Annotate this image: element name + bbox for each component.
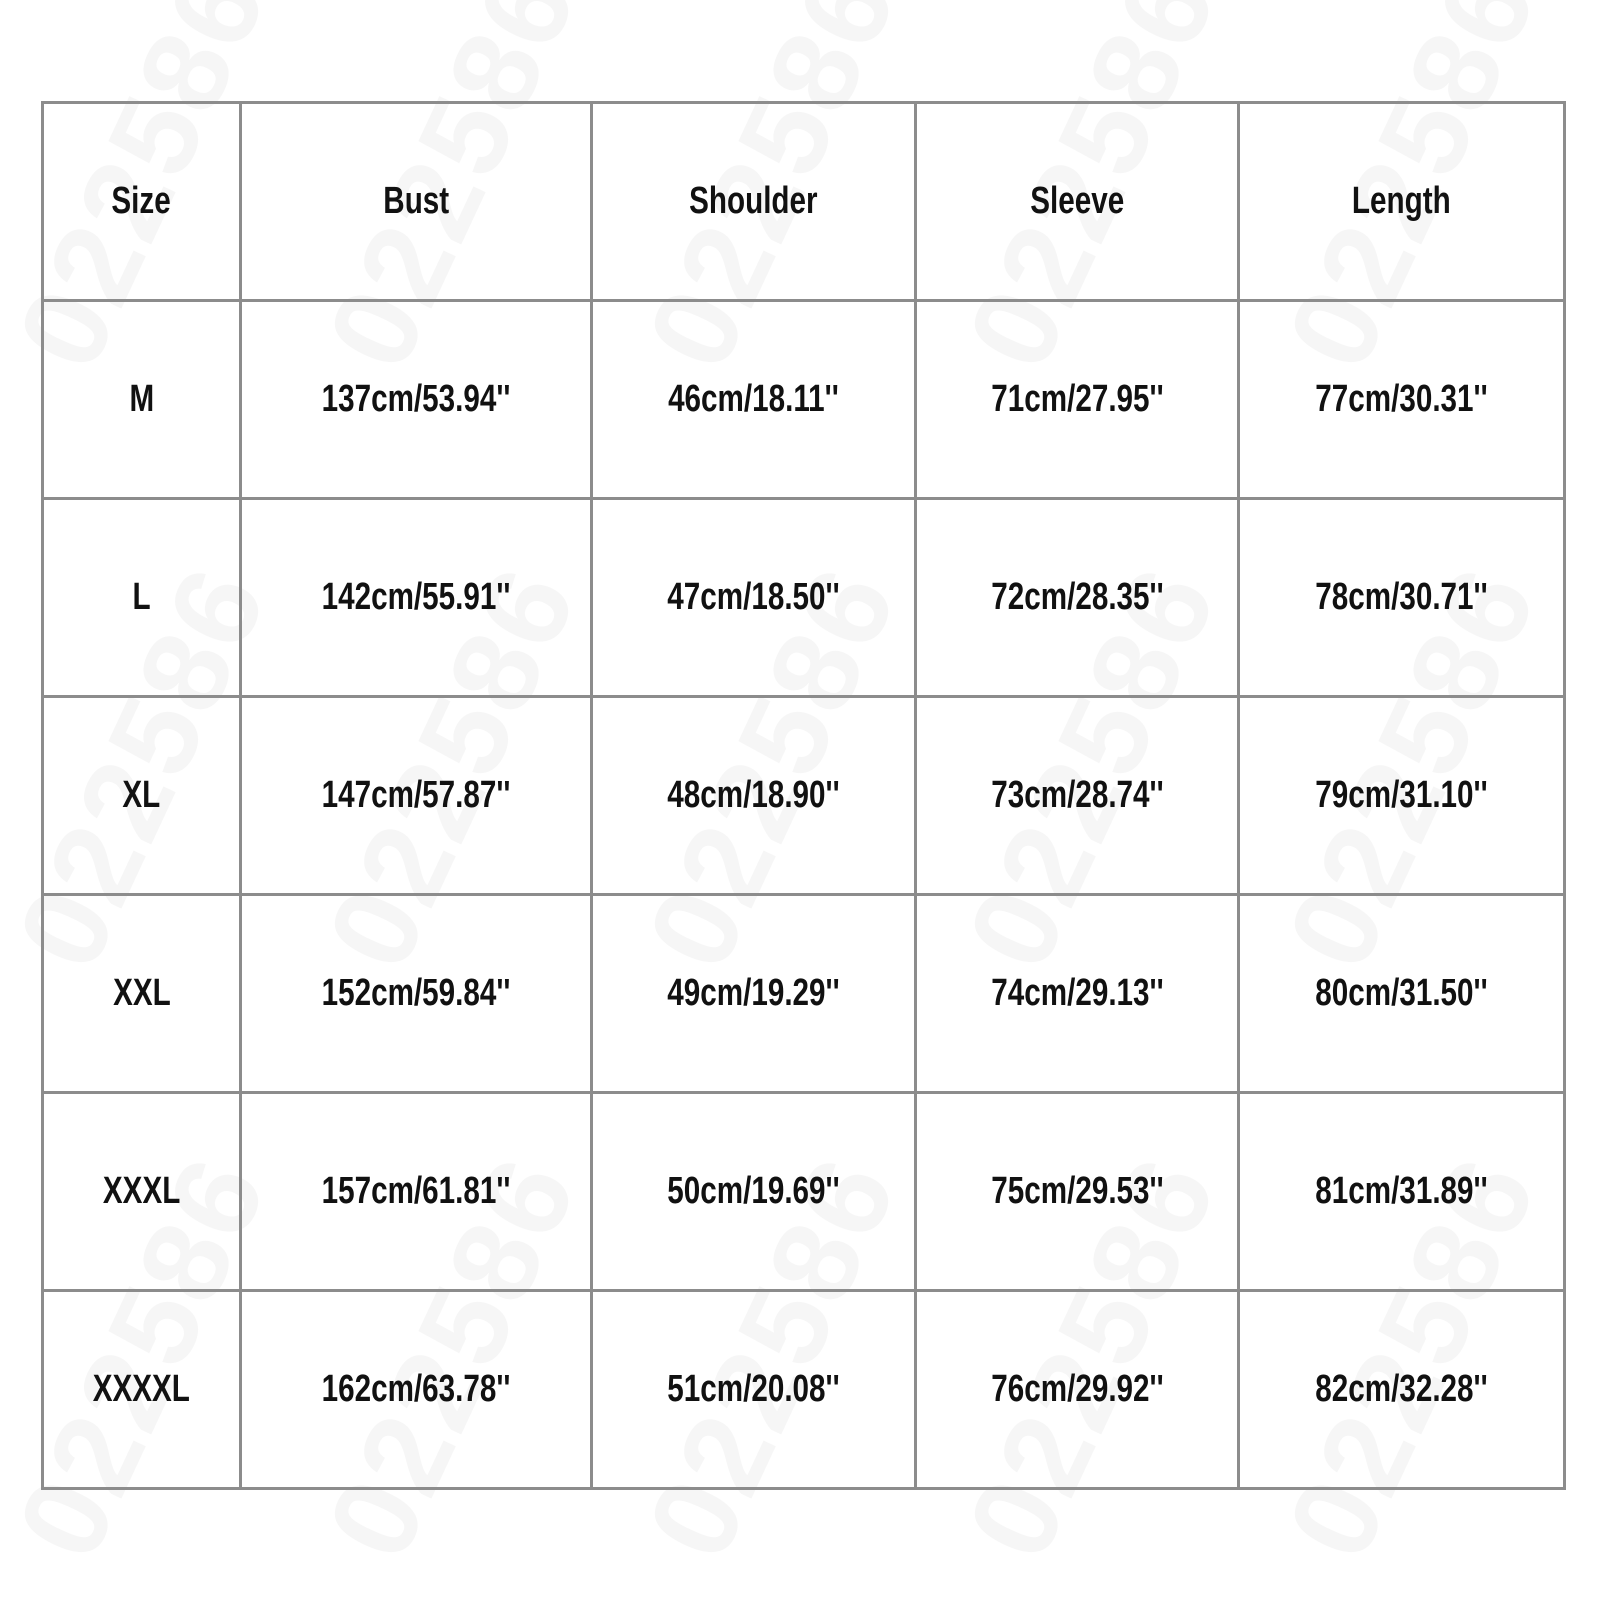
cell-sleeve: 73cm/28.74'' xyxy=(916,697,1239,895)
cell-shoulder: 49cm/19.29'' xyxy=(592,895,916,1093)
cell-sleeve: 72cm/28.35'' xyxy=(916,499,1239,697)
cell-sleeve: 76cm/29.92'' xyxy=(916,1291,1239,1489)
header-bust: Bust xyxy=(241,103,592,301)
cell-size: XXL xyxy=(43,895,241,1093)
cell-shoulder: 51cm/20.08'' xyxy=(592,1291,916,1489)
cell-bust: 137cm/53.94'' xyxy=(241,301,592,499)
cell-length: 78cm/30.71'' xyxy=(1239,499,1565,697)
header-sleeve: Sleeve xyxy=(916,103,1239,301)
table-row xyxy=(43,499,1565,697)
header-row xyxy=(43,103,1565,301)
cell-sleeve: 74cm/29.13'' xyxy=(916,895,1239,1093)
header-size: Size xyxy=(43,103,241,301)
table-row xyxy=(43,895,1565,1093)
cell-sleeve: 71cm/27.95'' xyxy=(916,301,1239,499)
cell-size: XL xyxy=(43,697,241,895)
header-shoulder: Shoulder xyxy=(592,103,916,301)
cell-size: M xyxy=(43,301,241,499)
cell-length: 77cm/30.31'' xyxy=(1239,301,1565,499)
table-row xyxy=(43,1093,1565,1291)
cell-shoulder: 48cm/18.90'' xyxy=(592,697,916,895)
cell-bust: 142cm/55.91'' xyxy=(241,499,592,697)
cell-size: L xyxy=(43,499,241,697)
cell-length: 82cm/32.28'' xyxy=(1239,1291,1565,1489)
cell-shoulder: 47cm/18.50'' xyxy=(592,499,916,697)
table-row xyxy=(43,301,1565,499)
cell-bust: 152cm/59.84'' xyxy=(241,895,592,1093)
cell-size: XXXL xyxy=(43,1093,241,1291)
table-row xyxy=(43,1291,1565,1489)
header-length: Length xyxy=(1239,103,1565,301)
cell-size: XXXXL xyxy=(43,1291,241,1489)
cell-shoulder: 46cm/18.11'' xyxy=(592,301,916,499)
size-chart-table xyxy=(41,101,1566,1490)
cell-length: 81cm/31.89'' xyxy=(1239,1093,1565,1291)
cell-length: 79cm/31.10'' xyxy=(1239,697,1565,895)
cell-sleeve: 75cm/29.53'' xyxy=(916,1093,1239,1291)
cell-length: 80cm/31.50'' xyxy=(1239,895,1565,1093)
table-row xyxy=(43,697,1565,895)
cell-shoulder: 50cm/19.69'' xyxy=(592,1093,916,1291)
cell-bust: 147cm/57.87'' xyxy=(241,697,592,895)
cell-bust: 162cm/63.78'' xyxy=(241,1291,592,1489)
cell-bust: 157cm/61.81'' xyxy=(241,1093,592,1291)
